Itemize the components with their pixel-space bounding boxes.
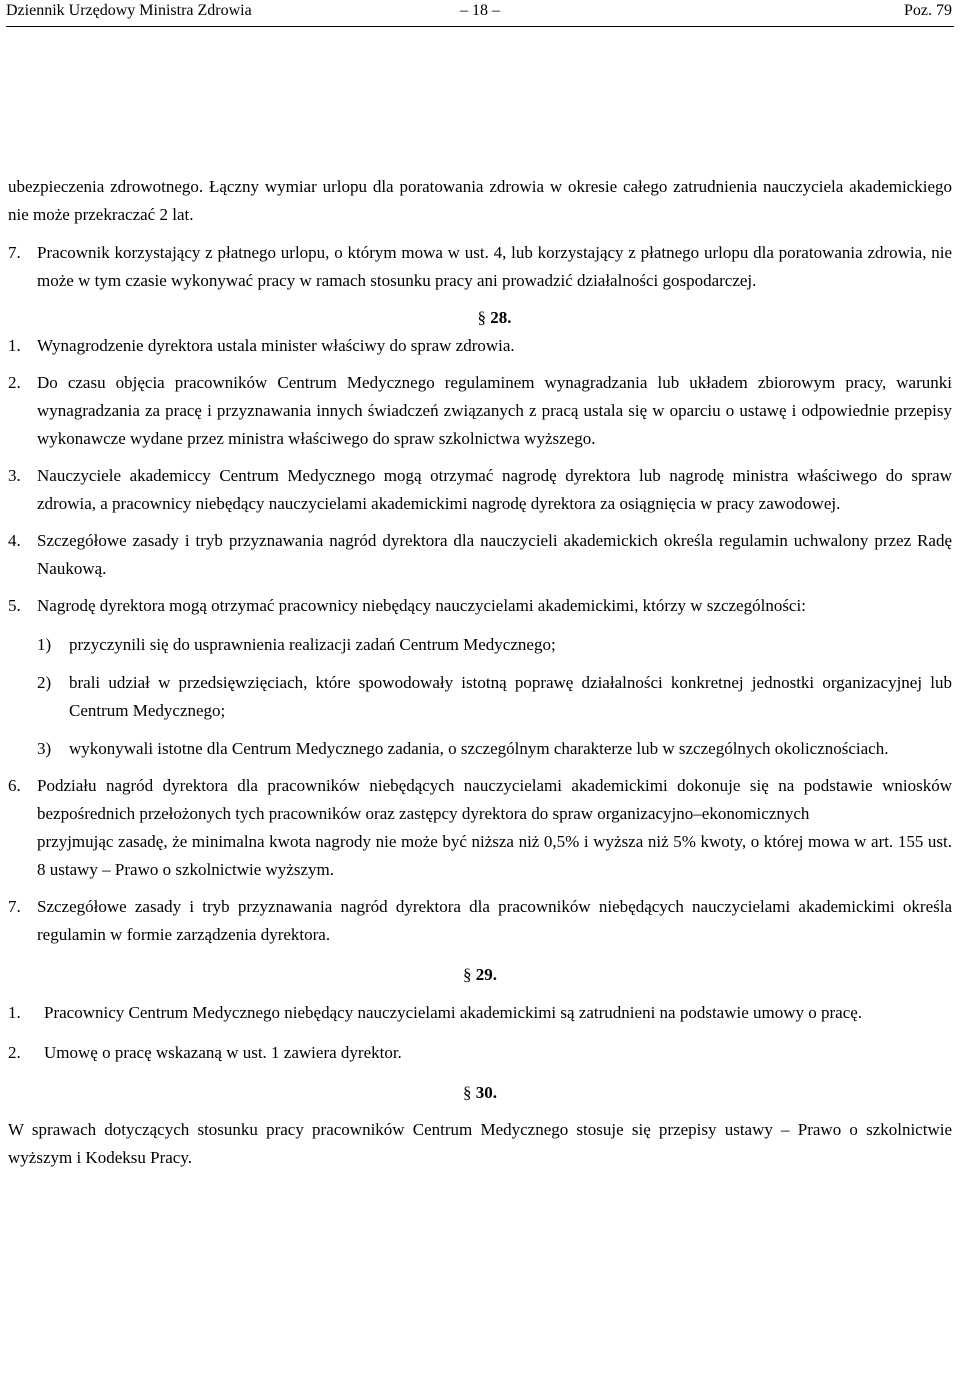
subitem-text: przyczynili się do usprawnienia realizacji zadań Centrum Medycznego; bbox=[69, 635, 556, 654]
section-28-item-6 bbox=[8, 772, 952, 828]
section-sign: § bbox=[463, 965, 472, 984]
item-number: 3. bbox=[8, 466, 21, 485]
item-text: Szczegółowe zasady i tryb przyznawania nagród dyrektora dla pracowników niebędących nauczycielami akademickimi określa regulamin w formie zarządzenia dyrektora. bbox=[37, 897, 952, 944]
subitem-number: 3) bbox=[37, 739, 52, 758]
item-text: Umowę o pracę wskazaną w ust. 1 zawiera dyrektor. bbox=[44, 1043, 402, 1062]
journal-title: Dziennik Urzędowy Ministra Zdrowia bbox=[6, 2, 252, 19]
section-29-item-2 bbox=[8, 1039, 952, 1067]
subitem-number: 2) bbox=[37, 673, 52, 692]
item-text: Pracownicy Centrum Medycznego niebędący nauczycielami akademickimi są zatrudnieni na podstawie umowy o pracę. bbox=[44, 1003, 863, 1022]
section-sign: § bbox=[463, 1083, 472, 1102]
section-28-item-5 bbox=[8, 592, 952, 620]
subitem-text: brali udział w przedsięwzięciach, które spowodowały istotną poprawę działalności konkretnej jednostki organizacyjnej lub Centrum Medycznego; bbox=[69, 673, 952, 720]
section-28-item-2 bbox=[8, 369, 952, 453]
page-number: – 18 – bbox=[460, 2, 500, 19]
item-text: Nagrodę dyrektora mogą otrzymać pracownicy niebędący nauczycielami akademickimi, którzy w szczególności: bbox=[37, 596, 806, 615]
item-text: Nauczyciele akademiccy Centrum Medycznego mogą otrzymać nagrodę dyrektora lub nagrodę ministra właściwego do spraw zdrowia, a pracownicy niebędący nauczycielami akademickimi nagrodę dyrektora za osiągnięcia w pracy zawodowej. bbox=[37, 466, 952, 513]
item-text: Podziału nagród dyrektora dla pracowników niebędących nauczycielami akademickimi dokonuje się na podstawie wniosków bezpośrednich przełożonych tych pracowników oraz zastępcy dyrektora do spraw organizacyjno–ekonomicznych bbox=[37, 776, 952, 823]
section-28-item-3 bbox=[8, 462, 952, 518]
position-number: Poz. 79 bbox=[904, 2, 952, 19]
section-29-heading bbox=[8, 961, 952, 989]
section-number: 29. bbox=[475, 965, 497, 984]
item-number: 4. bbox=[8, 531, 21, 550]
section-28-item-6-continued: przyjmując zasadę, że minimalna kwota nagrody nie może być niższa niż 0,5% i wyższa niż 5% kwoty, o której mowa w art. 155 ust. 8 ustawy – Prawo o szkolnictwie wyższym. bbox=[37, 832, 952, 879]
item-number: 6. bbox=[8, 776, 21, 795]
section-28-item-1 bbox=[8, 332, 952, 360]
item-number: 7. bbox=[8, 897, 21, 916]
subitem-number: 1) bbox=[37, 635, 52, 654]
section-number: 30. bbox=[475, 1083, 497, 1102]
page-header bbox=[6, 0, 954, 27]
section-30-heading bbox=[8, 1079, 952, 1107]
subitem-text: wykonywali istotne dla Centrum Medycznego zadania, o szczególnym charakterze lub w szczególnych okolicznościach. bbox=[69, 739, 889, 758]
item-number: 1. bbox=[8, 1003, 21, 1022]
item-text: Wynagrodzenie dyrektora ustala minister właściwy do spraw zdrowia. bbox=[37, 336, 515, 355]
item-number: 7. bbox=[8, 243, 21, 262]
subitem-5-1 bbox=[37, 631, 952, 659]
subitem-5-2 bbox=[37, 669, 952, 725]
subitem-5-3 bbox=[37, 735, 952, 763]
item-number: 2. bbox=[8, 373, 21, 392]
item-number: 1. bbox=[8, 336, 21, 355]
intro-paragraph: ubezpieczenia zdrowotnego. Łączny wymiar urlopu dla poratowania zdrowia w okresie całego zatrudnienia nauczyciela akademickiego nie może przekraczać 2 lat. bbox=[8, 177, 952, 224]
item-text: Szczegółowe zasady i tryb przyznawania nagród dyrektora dla nauczycieli akademickich określa regulamin uchwalony przez Radę Naukową. bbox=[37, 531, 952, 578]
item-number: 2. bbox=[8, 1043, 21, 1062]
document-body bbox=[8, 173, 952, 1172]
section-28-heading bbox=[8, 304, 952, 332]
section-sign: § bbox=[477, 308, 486, 327]
paragraph-text: Pracownik korzystający z płatnego urlopu, o którym mowa w ust. 4, lub korzystający z płatnego urlopu dla poratowania zdrowia, nie może w tym czasie wykonywać pracy w ramach stosunku pracy ani prowadzić działalności gospodarczej. bbox=[37, 243, 952, 290]
section-28-item-4 bbox=[8, 527, 952, 583]
item-number: 5. bbox=[8, 596, 21, 615]
paragraph-7 bbox=[8, 239, 952, 295]
item-text: Do czasu objęcia pracowników Centrum Medycznego regulaminem wynagradzania lub układem zbiorowym pracy, warunki wynagradzania za pracę i przyznawania innych świadczeń związanych z pracą ustala się w oparciu o ustawę i odpowiednie przepisy wykonawcze wydane przez ministra właściwego do spraw szkolnictwa wyższego. bbox=[37, 373, 952, 448]
section-30-paragraph: W sprawach dotyczących stosunku pracy pracowników Centrum Medycznego stosuje się przepisy ustawy – Prawo o szkolnictwie wyższym i Kodeksu Pracy. bbox=[8, 1120, 952, 1167]
section-number: 28. bbox=[490, 308, 512, 327]
section-29-item-1 bbox=[8, 999, 952, 1027]
section-28-item-7 bbox=[8, 893, 952, 949]
